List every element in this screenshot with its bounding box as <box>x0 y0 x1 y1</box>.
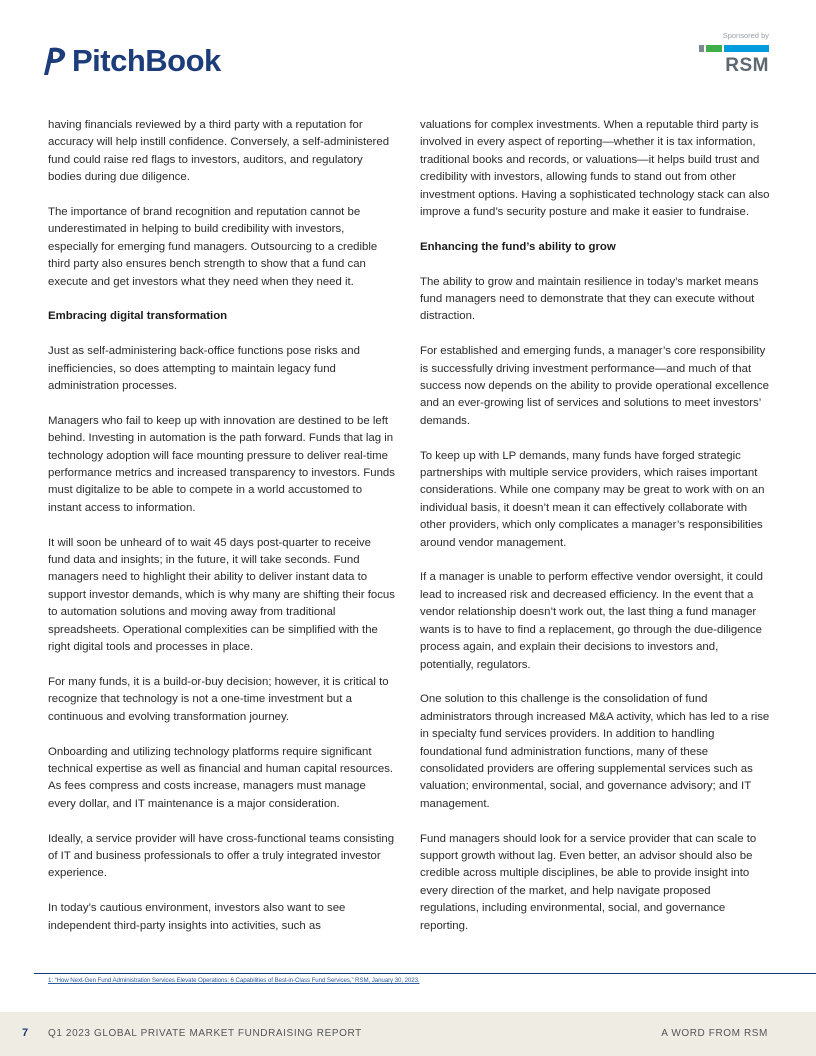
rsm-bar-gray <box>699 45 704 52</box>
page-number: 7 <box>22 1027 29 1039</box>
body-paragraph: The ability to grow and maintain resilience in today’s market means fund managers need to demonstrate that they can execute without distraction. <box>420 275 759 323</box>
page-footer <box>0 1012 816 1056</box>
body-paragraph: For established and emerging funds, a manager’s core responsibility is successfully driving investment performance—and much of that success now depends on the ability to provide operational excellence and an ever-growing list of services and solutions to meet investors’ demands. <box>420 345 769 427</box>
rsm-bar-blue <box>724 45 769 52</box>
rsm-bar-green <box>706 45 722 52</box>
left-column <box>48 117 396 952</box>
body-paragraph: Onboarding and utilizing technology platforms require significant technical expertise as well as financial and human capital resources. As fees compress and costs increase, managers must manage every dollar, and IT maintenance is a major consideration. <box>48 745 394 810</box>
body-paragraph: having financials reviewed by a third party with a reputation for accuracy will help instill confidence. Conversely, a self-administered fund could raise red flags to investors, auditors, and regulatory bodies during due diligence. <box>48 119 390 184</box>
section-heading: Embracing digital transformation <box>48 310 228 323</box>
rsm-logo-bars <box>699 45 769 52</box>
report-title: Q1 2023 GLOBAL PRIVATE MARKET FUNDRAISING REPORT <box>48 1028 362 1039</box>
pitchbook-leaf-icon <box>42 46 68 76</box>
section-heading: Enhancing the fund’s ability to grow <box>420 240 616 253</box>
body-paragraph: Just as self-administering back-office functions pose risks and inefficiencies, so does attempting to maintain legacy fund administration processes. <box>48 345 360 393</box>
body-paragraph: The importance of brand recognition and reputation cannot be underestimated in helping to build credibility with investors, especially for emerging fund managers. Outsourcing to a credible third party also ensures bench strength to show that a fund can execute and get investors what they need when they need it. <box>48 206 378 288</box>
body-paragraph: In today’s cautious environment, investors also want to see independent third-party insights into activities, such as <box>48 902 346 932</box>
body-paragraph: valuations for complex investments. When a reputable third party is involved in every aspect of reporting—whether it is tax information, traditional books and records, or valuations—it helps build trust and credibility with investors, allowing funds to stand out from other investment options. Having a sophisticated technology stack can also improve a fund’s security posture and make it easier to fundraise. <box>420 119 770 219</box>
body-paragraph: For many funds, it is a build-or-buy decision; however, it is critical to recognize that technology is not a one-time investment but a continuous and evolving transformation journey. <box>48 675 389 723</box>
body-paragraph: It will soon be unheard of to wait 45 days post-quarter to receive fund data and insights; in the future, it will take seconds. Fund managers need to highlight their ability to deliver instant data to support investor demands, which is why many are shifting their focus to automation solutions and moving away from traditional spreadsheets. Operational complexities can be simplified with the right digital tools and processes in place. <box>48 536 395 654</box>
rsm-logo-text: RSM <box>725 55 769 76</box>
body-paragraph: Managers who fail to keep up with innovation are destined to be left behind. Investing in automation is the path forward. Funds that lag in technology adoption will face mounting pressure to deliver real-time performance metrics and increased transparency to investors. Funds must digitalize to be able to compete in a world accustomed to instant access to information. <box>48 414 395 514</box>
body-paragraph: If a manager is unable to perform effective vendor oversight, it could lead to increased risk and decreased efficiency. In the event that a vendor relationship doesn’t work out, the last thing a fund manager wants is to have to find a replacement, go through the due-diligence process again, and explain their decisions to investors and, potentially, regulators. <box>420 571 763 671</box>
pitchbook-logo <box>42 44 221 78</box>
body-paragraph: Fund managers should look for a service provider that can scale to support growth without lag. Even better, an advisor should also be credible across multiple disciplines, be able to provide insight into every direction of the market, and help navigate proposed regulations, including environmental, social, and governance reporting. <box>420 832 757 932</box>
sponsor-label: Sponsored by <box>722 31 769 40</box>
sponsor-block <box>699 31 769 76</box>
brand-name: PitchBook <box>72 43 221 78</box>
section-title: A WORD FROM RSM <box>661 1028 768 1039</box>
body-paragraph: To keep up with LP demands, many funds have forged strategic partnerships with multiple service providers, which raises important considerations. While one company may be great to work with on an individual basis, it doesn’t mean it can effectively collaborate with other providers, which only complicates a manager’s responsibilities around vendor management. <box>420 449 765 549</box>
body-paragraph: One solution to this challenge is the consolidation of fund administrators through increased M&A activity, which has led to a rise in specialty fund services providers. In addition to handling foundational fund administration functions, many of these consolidated providers are offering supplemental services such as valuation; environmental, social, and governance advisory; and IT management. <box>420 693 770 810</box>
body-paragraph: Ideally, a service provider will have cross-functional teams consisting of IT and business professionals to offer a truly integrated investor experience. <box>48 832 395 880</box>
footnote-divider <box>34 973 816 974</box>
right-column <box>420 117 770 952</box>
footnote-link[interactable]: 1: “How Next-Gen Fund Administration Services Elevate Operations: 6 Capabilities of Best-in-Class Fund Services,” RSM, January 30, 2023. <box>48 977 420 984</box>
